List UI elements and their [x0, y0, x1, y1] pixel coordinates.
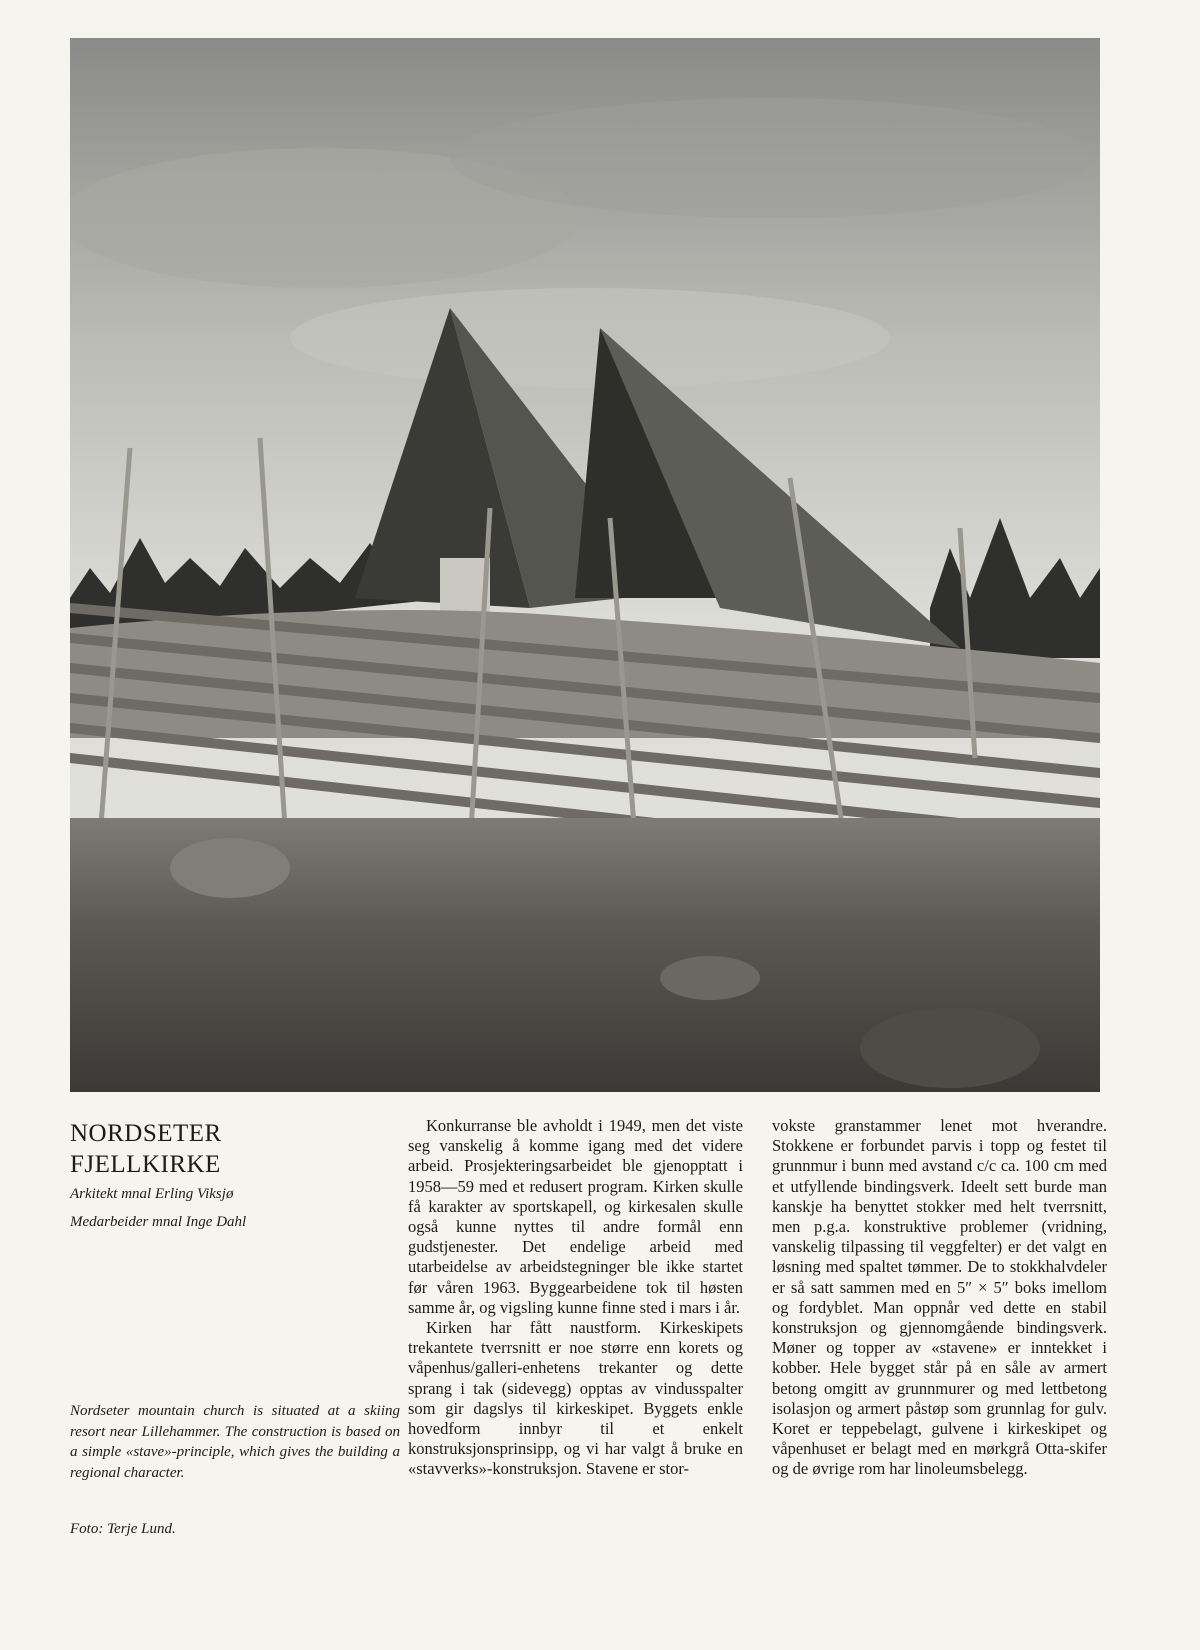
body-column-1: [408, 1116, 743, 1480]
church-photo-icon: [70, 38, 1100, 1092]
church-photo: [70, 38, 1100, 1092]
body-column-2: [772, 1116, 1107, 1480]
photo-credit: Foto: Terje Lund.: [70, 1521, 176, 1537]
architect-credit: Arkitekt mnal Erling Viksjø: [70, 1186, 234, 1202]
body-paragraph: Kirken har fått naustform. Kirkeskipets trekantete tverrsnitt er noe større enn korets og våpenhus/galleri-enhetens trekanter og dette sprang i tak (sidevegg) opptas av vindusspalter som gir dagslys til kirkeskipet. Byggets enkle hovedform innbyr til et enkelt konstruksjonsprinsipp, og vi har valgt å bruke en «stavverks»-konstruksjon. Stavene er stor-: [408, 1318, 743, 1479]
title-line-1: NORDSETER: [70, 1120, 222, 1147]
collaborator-credit: Medarbeider mnal Inge Dahl: [70, 1214, 247, 1230]
body-paragraph: vokste granstammer lenet mot hverandre. Stokkene er forbundet parvis i topp og festet til grunnmur i bunn med avstand c/c ca. 100 cm med et utfyllende bindingsverk. Ideelt sett burde man kanskje ha benyttet stokker med helt tverrsnitt, men p.g.a. konstruktive problemer (vridning, vanskelig tilpassing til veggfelter) er det valgt en løsning med spaltet tømmer. De to stokkhalvdeler er så satt sammen med en 5″ × 5″ boks imellom og fordyblet. Man oppnår ved dette en stabil konstruksjon og gjennomgående bindingsverk. Møner og topper av «stavene» er inntekket i kobber. Hele bygget står på en såle av armert betong omgitt av grunnmurer og med lettbetong isolasjon og armert påstøp som grunnlag for gulv. Koret er teppebelagt, gulvene i kirkeskipet og våpenhuset er belagt med en mørkgrå Otta-skifer og de øvrige rom har linoleumsbelegg.: [772, 1116, 1107, 1479]
article-title: [70, 1118, 400, 1180]
body-paragraph: Konkurranse ble avholdt i 1949, men det viste seg vanskelig å komme igang med det videre arbeid. Prosjekteringsarbeidet ble gjenopptatt i 1958—59 med et redusert program. Kirken skulle få karakter av sportskapell, og kirkesalen skulle også kunne nyttes til andre formål enn gudstjenester. Det endelige arbeid med utarbeidelse av arbeidstegninger ble ikke startet før våren 1963. Byggearbeidene tok til høsten samme år, og vigsling kunne finne sted i mars i år.: [408, 1116, 743, 1317]
english-caption: Nordseter mountain church is situated at a skiing resort near Lillehammer. The construction is based on a simple «stave»-principle, which gives the building a regional character.: [70, 1403, 400, 1481]
title-line-2: FJELLKIRKE: [70, 1151, 221, 1178]
